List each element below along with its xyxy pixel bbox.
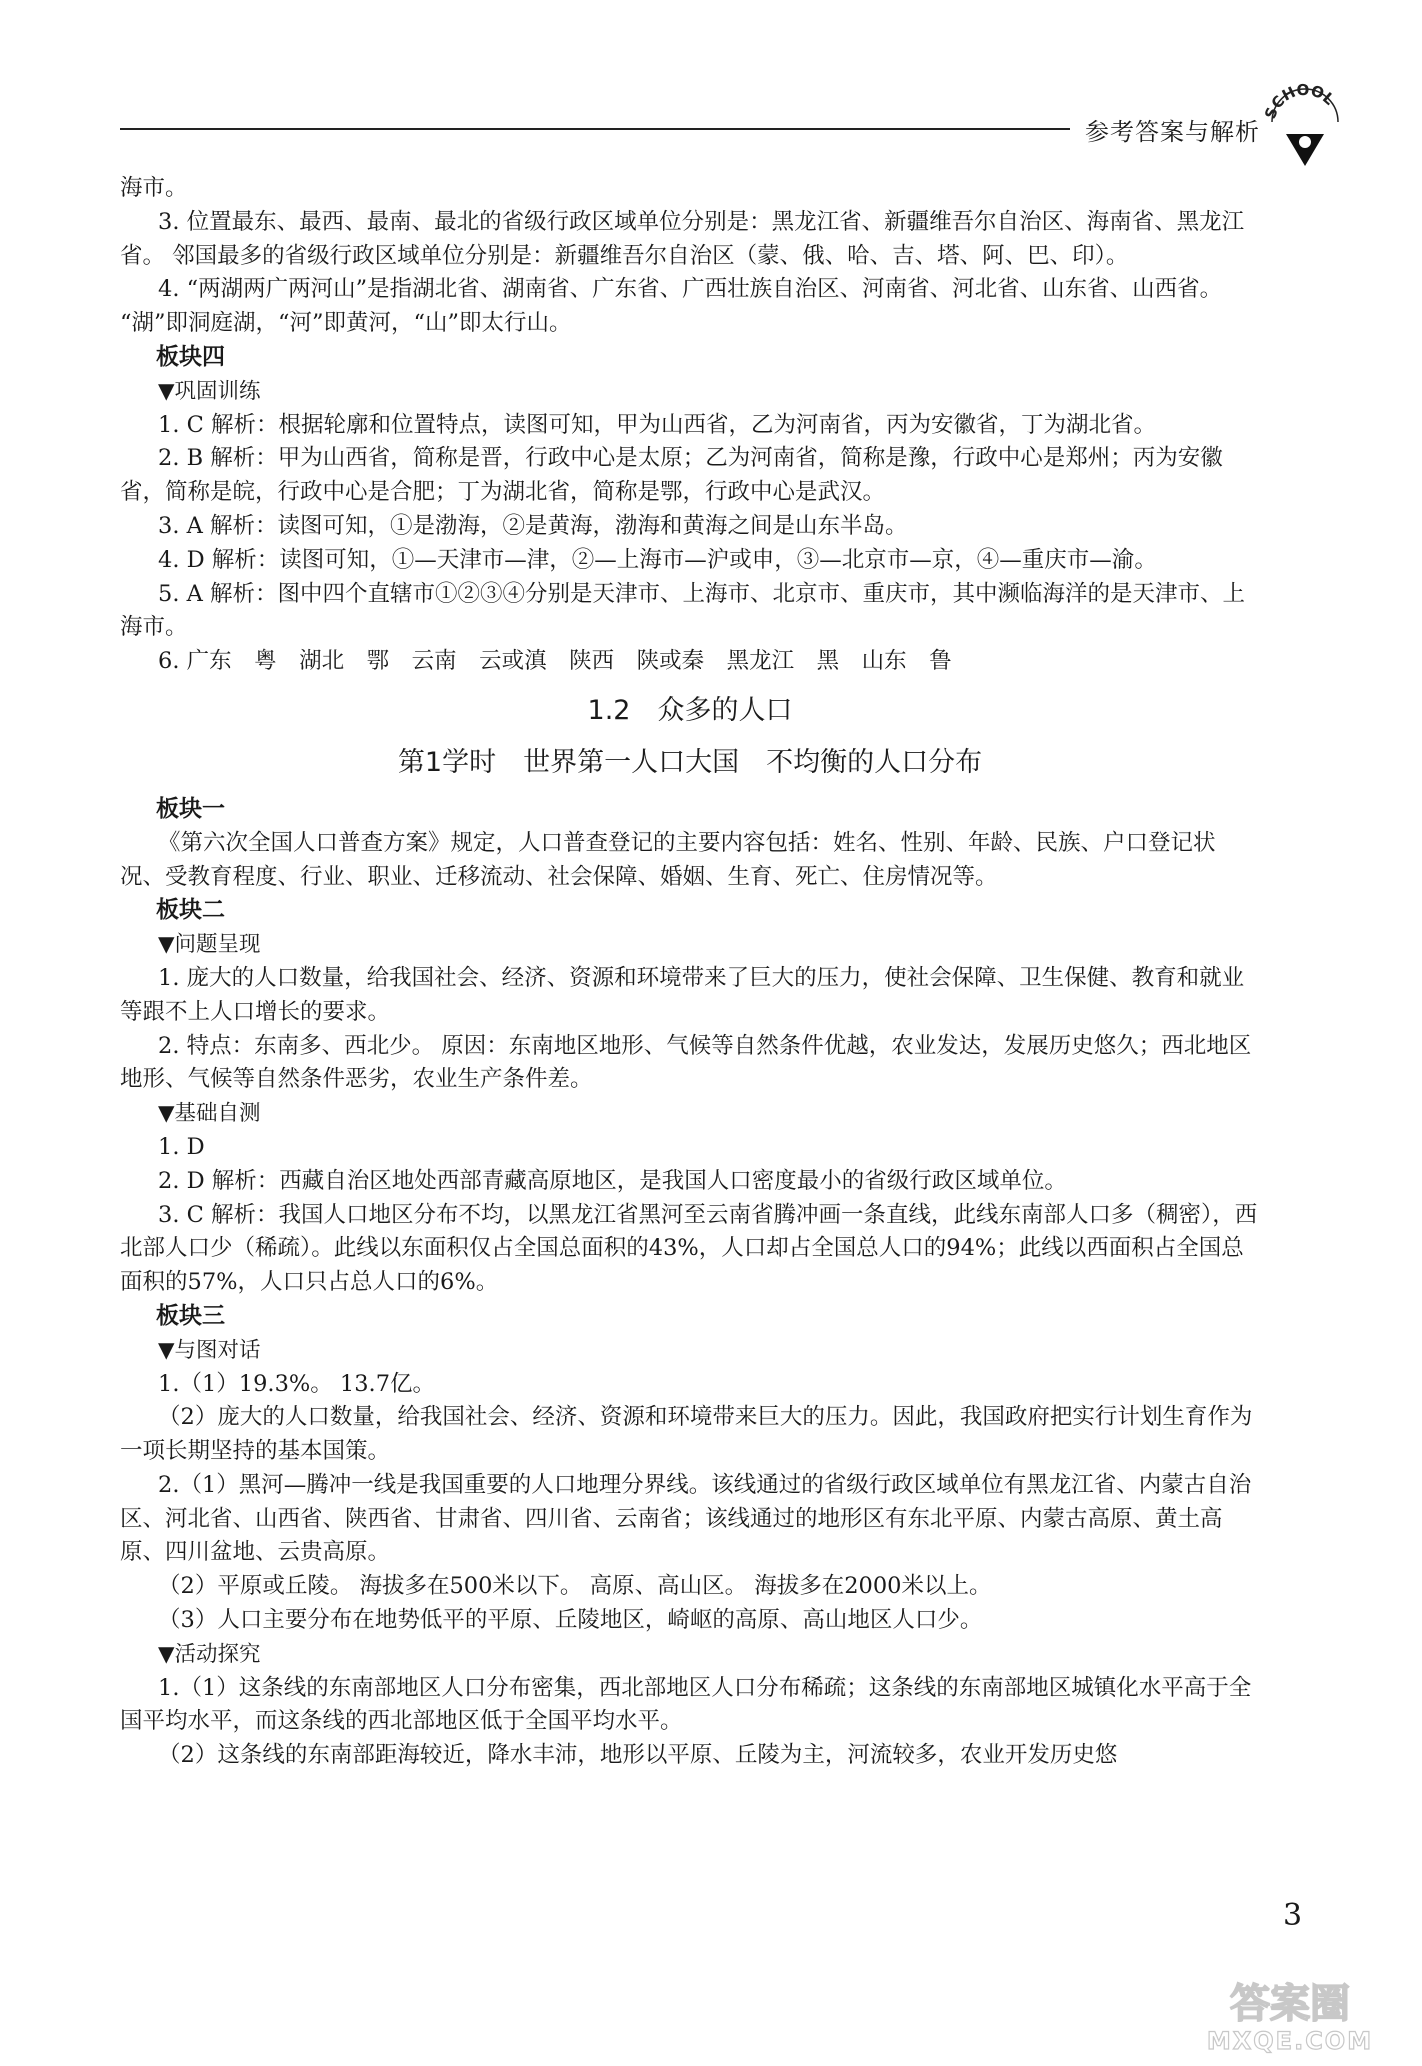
watermark-line1: 答案圈: [1230, 1981, 1350, 2027]
paragraph: 3. 位置最东、最西、最南、最北的省级行政区域单位分别是：黑龙江省、新疆维吾尔自治区、海南省、黑龙江省。 邻国最多的省级行政区域单位分别是：新疆维吾尔自治区（蒙、俄、哈、吉、塔、阿、巴、印）。: [120, 208, 1245, 269]
subheading: ▼基础自测: [158, 1101, 261, 1127]
header-rule: [120, 128, 1070, 130]
paragraph: 6. 广东 粤 湖北 鄂 云南 云或滇 陕西 陕或秦 黑龙江 黑 山东 鲁: [158, 648, 952, 675]
paragraph: 《第六次全国人口普查方案》规定，人口普查登记的主要内容包括：姓名、性别、年龄、民族、户口登记状况、受教育程度、行业、职业、迁移流动、社会保障、婚姻、生育、死亡、住房情况等。: [120, 829, 1216, 890]
paragraph: 1. C 解析：根据轮廓和位置特点，读图可知，甲为山西省，乙为河南省，丙为安徽省，丁为湖北省。: [158, 411, 1156, 438]
logo-text: SCHOOL: [1261, 82, 1339, 122]
header-title: 参考答案与解析: [1085, 118, 1260, 146]
paragraph: （2）平原或丘陵。 海拔多在500米以下。 高原、高山区。 海拔多在2000米以上。: [158, 1573, 992, 1600]
paragraph: 5. A 解析：图中四个直辖市①②③④分别是天津市、上海市、北京市、重庆市，其中濒临海洋的是天津市、上海市。: [120, 580, 1246, 641]
subheading: ▼问题呈现: [158, 932, 261, 958]
paragraph: （2）庞大的人口数量，给我国社会、经济、资源和环境带来巨大的压力。因此，我国政府把实行计划生育作为一项长期坚持的基本国策。: [120, 1404, 1253, 1465]
paragraph: 2. 特点：东南多、西北少。 原因：东南地区地形、气候等自然条件优越，农业发达，发展历史悠久；西北地区地形、气候等自然条件恶劣，农业生产条件差。: [120, 1032, 1252, 1093]
svg-text:SCHOOL: [1261, 82, 1338, 121]
paragraph: 2.（1）黑河—腾冲一线是我国重要的人口地理分界线。该线通过的省级行政区域单位有黑龙江省、内蒙古自治区、河北省、山西省、陕西省、甘肃省、四川省、云南省；该线通过的地形区有东北平原、内蒙古高原、黄土高原、四川盆地、云贵高原。: [120, 1471, 1252, 1566]
page-header: [120, 82, 1339, 168]
subheading: ▼与图对话: [158, 1337, 261, 1363]
paragraph: 4. “两湖两广两河山”是指湖北省、湖南省、广东省、广西壮族自治区、河南省、河北省、山东省、山西省。 “湖”即洞庭湖，“河”即黄河，“山”即太行山。: [120, 276, 1223, 337]
paragraph: （2）这条线的东南部距海较近，降水丰沛，地形以平原、丘陵为主，河流较多，农业开发历史悠: [158, 1742, 1118, 1769]
answer-content: [120, 172, 1260, 1773]
block-heading: 板块二: [156, 897, 225, 924]
lesson-title: 第1学时 世界第一人口大国 不均衡的人口分布: [397, 746, 983, 778]
block-heading: 板块四: [156, 343, 225, 370]
paragraph: 海市。: [120, 175, 188, 201]
page-number: 3: [1283, 1898, 1303, 1933]
paragraph: 1. 庞大的人口数量，给我国社会、经济、资源和环境带来了巨大的压力，使社会保障、卫生保健、教育和就业等跟不上人口增长的要求。: [120, 964, 1245, 1025]
watermark-line2: MXQE.COM: [1206, 2027, 1374, 2055]
paragraph: 1.（1）19.3%。 13.7亿。: [158, 1370, 436, 1397]
paragraph: （3）人口主要分布在地势低平的平原、丘陵地区，崎岖的高原、高山地区人口少。: [158, 1607, 983, 1634]
watermark-logo: [1190, 1975, 1390, 2055]
paragraph: 4. D 解析：读图可知，①—天津市—津，②—上海市—沪或申，③—北京市—京，④—重庆市—渝。: [158, 546, 1157, 573]
subheading: ▼活动探究: [158, 1641, 261, 1667]
paragraph: 2. B 解析：甲为山西省，简称是晋，行政中心是太原；乙为河南省，简称是豫，行政中心是郑州；丙为安徽省，简称是皖，行政中心是合肥；丁为湖北省，简称是鄂，行政中心是武汉。: [120, 445, 1223, 506]
school-logo-icon: [1260, 82, 1350, 172]
paragraph: 2. D 解析：西藏自治区地处西部青藏高原地区，是我国人口密度最小的省级行政区域单位。: [158, 1167, 1067, 1194]
block-heading: 板块一: [156, 795, 225, 822]
subheading: ▼巩固训练: [158, 378, 261, 404]
paragraph: 1. D: [158, 1133, 205, 1160]
block-heading: 板块三: [156, 1302, 225, 1329]
paragraph: 1.（1）这条线的东南部地区人口分布密集，西北部地区人口分布稀疏；这条线的东南部地区城镇化水平高于全国平均水平，而这条线的西北部地区低于全国平均水平。: [120, 1674, 1252, 1735]
section-title: 1.2 众多的人口: [587, 694, 793, 726]
paragraph: 3. C 解析：我国人口地区分布不均，以黑龙江省黑河至云南省腾冲画一条直线，此线东南部人口多（稠密），西北部人口少（稀疏）。此线以东面积仅占全国总面积的43%，人口却占全国总人口的94%；此线以西面积占全国总面积的57%，人口只占总人口的6%。: [120, 1201, 1258, 1296]
paragraph: 3. A 解析：读图可知，①是渤海，②是黄海，渤海和黄海之间是山东半岛。: [158, 512, 908, 539]
